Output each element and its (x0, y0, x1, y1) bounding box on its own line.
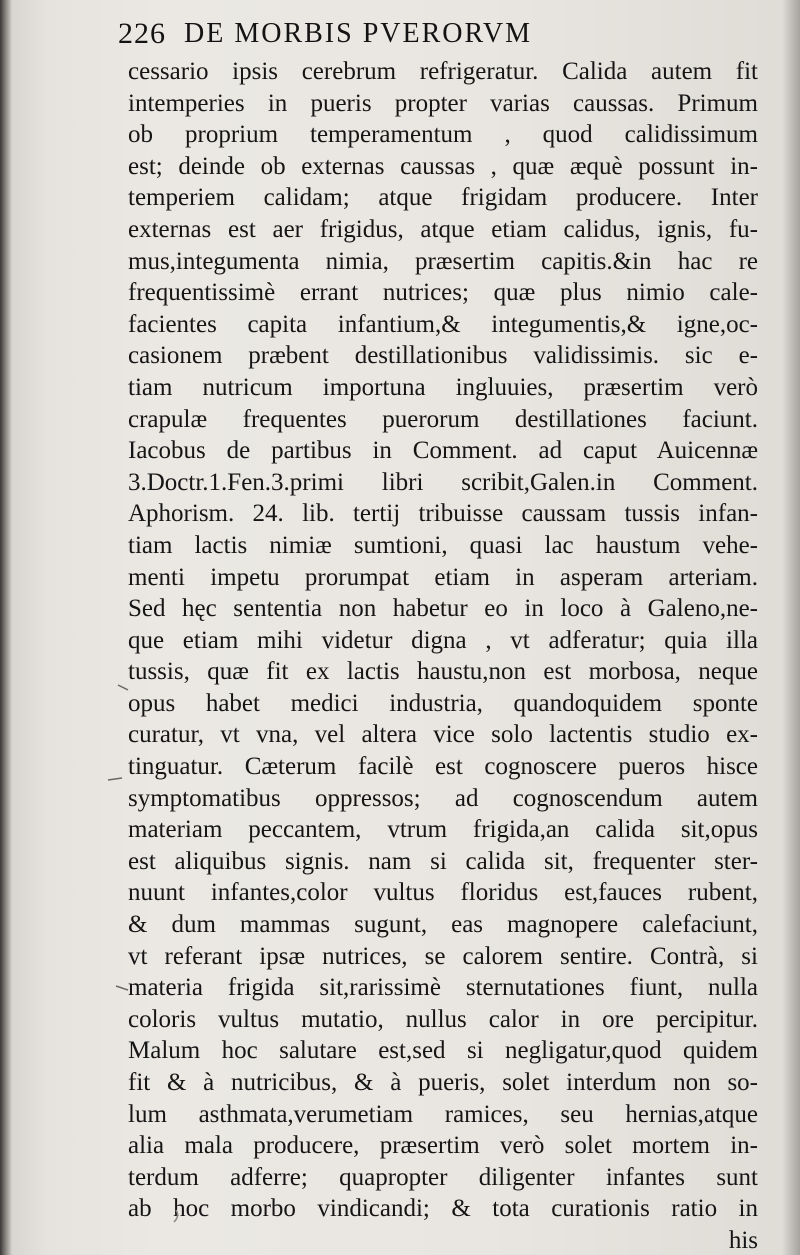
text-line: intemperies in pueris propter varias caussas. Primum (128, 89, 758, 117)
text-line: symptomatibus oppressos; ad cognoscendum autem (128, 784, 758, 812)
text-line: alia mala producere, præsertim verò solet mortem in- (128, 1132, 758, 1160)
text-line: Malum hoc salutare est,sed si negligatur,quod quidem (128, 1037, 758, 1065)
text-line: & dum mammas sugunt, eas magnopere calefaciunt, (128, 911, 758, 939)
text-line: opus habet medici industria, quandoquidem sponte (128, 689, 758, 717)
text-line: tussis, quæ fit ex lactis haustu,non est morbosa, neque (128, 658, 758, 686)
text-line: vt referant ipsæ nutrices, se calorem sentire. Contrà, si (128, 942, 758, 970)
text-line: crapulæ frequentes puerorum destillationes faciunt. (128, 405, 758, 433)
text-line: externas est aer frigidus, atque etiam calidus, ignis, fu- (128, 215, 758, 243)
catchword: his (728, 1226, 758, 1254)
text-line: tinguatur. Cæterum facilè est cognoscere pueros hisce (128, 753, 758, 781)
text-line: ab hoc morbo vindicandi; & tota curationis ratio in (128, 1195, 758, 1223)
running-title: DE MORBIS PVERORVM (184, 18, 533, 49)
text-line: menti impetu prorumpat etiam in asperam arteriam. (128, 563, 758, 591)
text-line: cessario ipsis cerebrum refrigeratur. Calida autem fit (128, 58, 758, 85)
text-line: est aliquibus signis. nam si calida sit, frequenter ster- (128, 847, 758, 875)
text-line: Aphorism. 24. lib. tertij tribuisse caussam tussis infan- (128, 500, 758, 528)
text-line: mus,integumenta nimia, præsertim capitis.&in hac re (128, 247, 758, 275)
text-line: que etiam mihi videtur digna , vt adferatur; quia illa (128, 626, 758, 654)
margin-tick (118, 685, 128, 690)
text-line: tiam nutricum importuna ingluuies, præsertim verò (128, 373, 758, 401)
text-line: Sed hęc sententia non habetur eo in loco à Galeno,ne- (128, 595, 758, 623)
text-line: facientes capita infantium,& integumentis,& igne,oc- (128, 310, 758, 338)
page-number: 226 (118, 17, 166, 50)
text-line: 3.Doctr.1.Fen.3.primi libri scribit,Galen.in Comment. (128, 468, 758, 496)
page-edge-shadow (782, 0, 800, 1255)
margin-tick (116, 986, 128, 990)
text-line: terdum adferre; quapropter diligenter infantes sunt (128, 1163, 758, 1191)
text-line: ob proprium temperamentum , quod calidissimum (128, 121, 758, 149)
text-line: casionem præbent destillationibus validissimis. sic e- (128, 342, 758, 370)
text-line: est; deinde ob externas caussas , quæ æquè possunt in- (128, 152, 758, 180)
text-line: temperiem calidam; atque frigidam producere. Inter (128, 184, 758, 212)
text-line: materiam peccantem, vtrum frigida,an calida sit,opus (128, 816, 758, 844)
text-line: materia frigida sit,rarissimè sternutationes fiunt, nulla (128, 974, 758, 1002)
text-line: coloris vultus mutatio, nullus calor in ore percipitur. (128, 1005, 758, 1033)
page-header (118, 14, 678, 54)
text-line: nuunt infantes,color vultus floridus est,fauces rubent, (128, 879, 758, 907)
gutter-shadow (0, 0, 12, 1255)
text-line: tiam lactis nimiæ sumtioni, quasi lac haustum vehe- (128, 531, 758, 559)
text-line: curatur, vt vna, vel altera vice solo lactentis studio ex- (128, 721, 758, 749)
text-line: frequentissimè errant nutrices; quæ plus nimio cale- (128, 279, 758, 307)
text-line: lum asthmata,verumetiam ramices, seu hernias,atque (128, 1100, 758, 1128)
text-line: fit & à nutricibus, & à pueris, solet interdum non so- (128, 1069, 758, 1096)
body-text (128, 56, 758, 1255)
text-line: Iacobus de partibus in Comment. ad caput Auicennæ (128, 437, 758, 465)
margin-tick (108, 778, 122, 780)
